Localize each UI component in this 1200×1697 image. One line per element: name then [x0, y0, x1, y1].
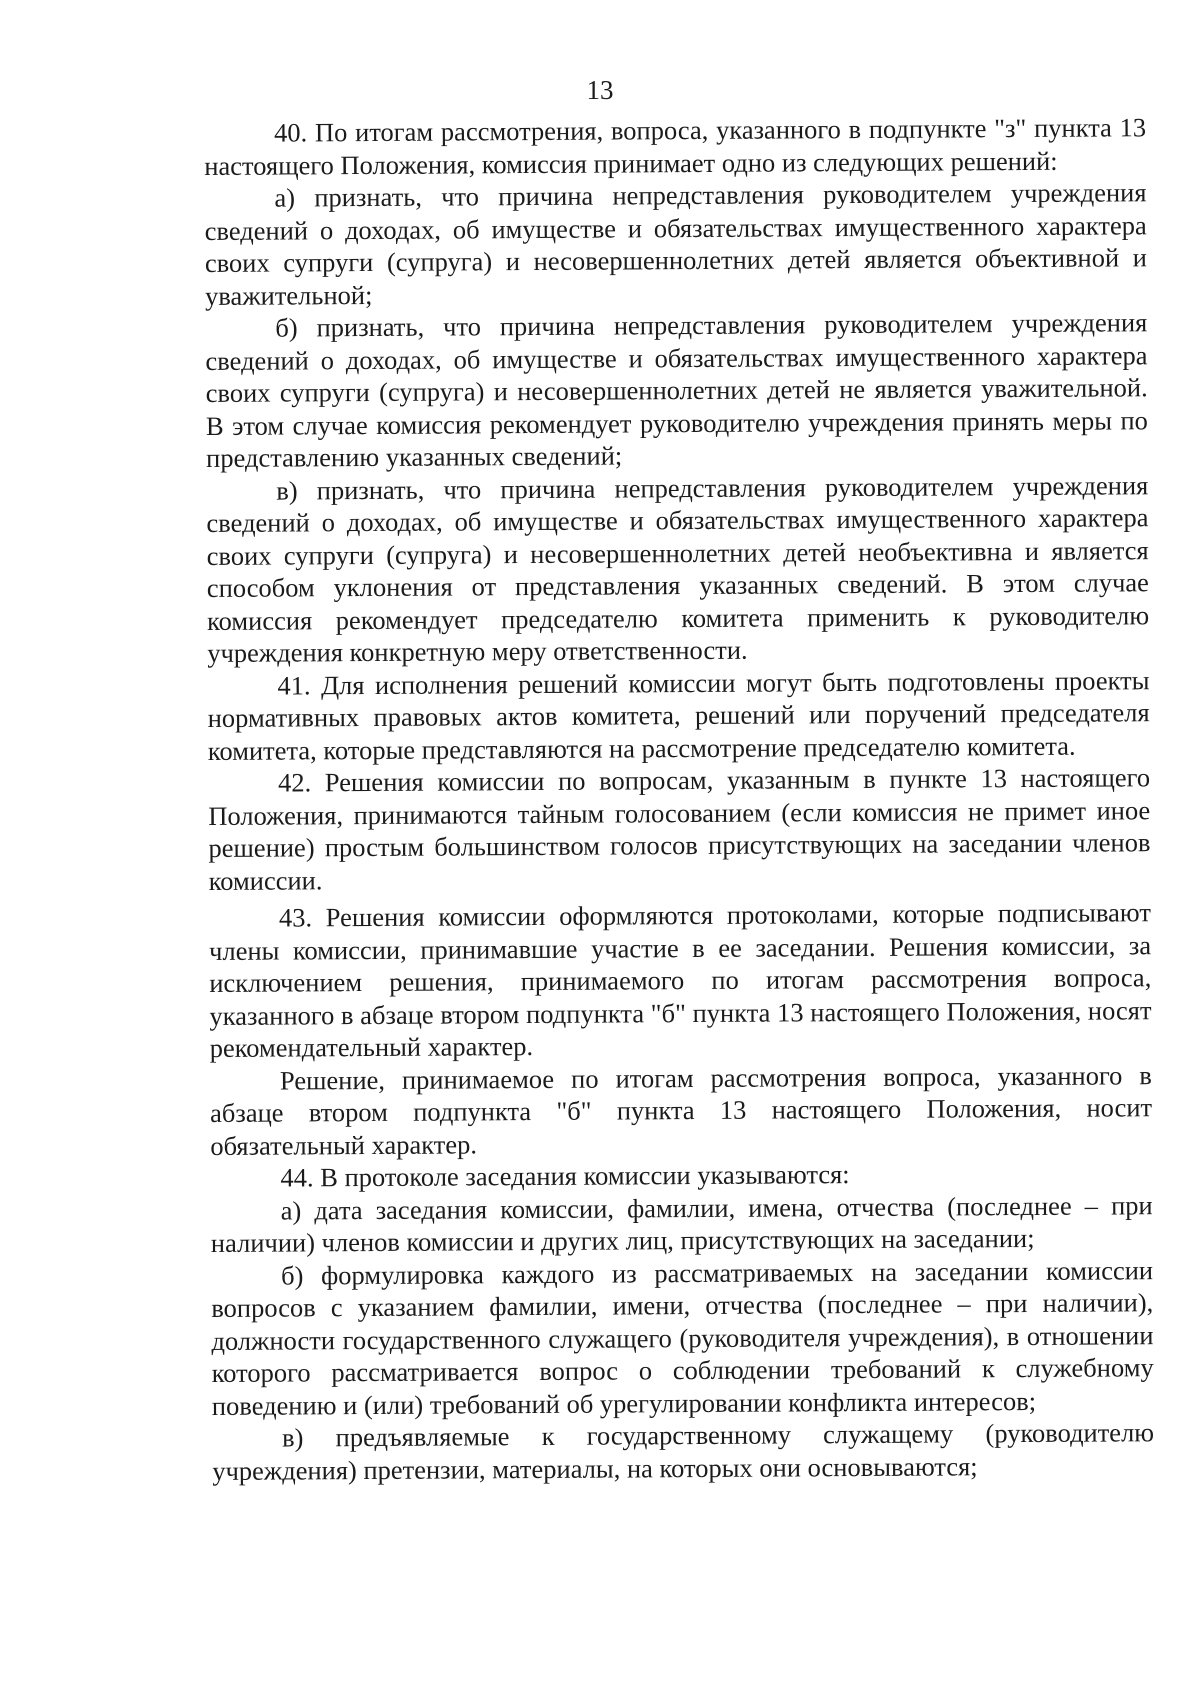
paragraph-40-a: а) признать, что причина непредставления руководителем учреждения сведений о доходах, об имуществе и обязательствах имущественного характера своих супруги (супруга) и несовершеннолетних детей является объективной и уважительной; — [204, 177, 1147, 311]
paragraph-42: 42. Решения комиссии по вопросам, указанным в пункте 13 настоящего Положения, принимаются тайным голосованием (если комиссия не примет иное решение) простым большинством голосов присутствующих на заседании членов комиссии. — [208, 762, 1151, 896]
paragraph-40-v: в) признать, что причина непредставления руководителем учреждения сведений о доходах, об имуществе и обязательствах имущественного характера своих супруги (супруга) и несовершеннолетних детей необъективна и является способом уклонения от представления указанных сведений. В этом случае комиссия рекомендует председателю комитета применить к руководителю учреждения конкретную меру ответственности. — [206, 469, 1150, 668]
document-body — [204, 111, 1154, 1487]
paragraph-43-decision: Решение, принимаемое по итогам рассмотрения вопроса, указанного в абзаце втором подпункта "б" пункта 13 настоящего Положения, носит обязательный характер. — [209, 1059, 1153, 1161]
paragraph-44-b: б) формулировка каждого из рассматриваемых на заседании комиссии вопросов с указанием фамилии, имени, отчества (последнее – при наличии), должности государственного служащего (руководителя учреждения), в отношении которого рассматривается вопрос о соблюдении требований к служебному поведению и (или) требований об урегулировании конфликта интересов; — [211, 1254, 1154, 1421]
page-number: 13 — [586, 75, 614, 105]
paragraph-44: 44. В протоколе заседания комиссии указываются: — [280, 1159, 850, 1193]
paragraph-44-v: в) предъявляемые к государственному служащему (руководителю учреждения) претензии, материалы, на которых они основываются; — [212, 1417, 1155, 1486]
paragraph-40-b: б) признать, что причина непредставления руководителем учреждения сведений о доходах, об имуществе и обязательствах имущественного характера своих супруги (супруга) и несовершеннолетних детей не является уважительной. В этом случае комиссия рекомендует руководителю учреждения принять меры по представлению указанных сведений; — [205, 307, 1148, 473]
paragraph-43: 43. Решения комиссии оформляются протоколами, которые подписывают члены комиссии, принимавшие участие в ее заседании. Решения комиссии, за исключением решения, принимаемого по итогам рассмотрения вопроса, указанного в абзаце втором подпункта "б" пункта 13 настоящего Положения, носят рекомендательный характер. — [208, 897, 1152, 1063]
paragraph-44-a: а) дата заседания комиссии, фамилии, имена, отчества (последнее – при наличии) членов комиссии и других лиц, присутствующих на заседании; — [210, 1189, 1153, 1258]
paragraph-41: 41. Для исполнения решений комиссии могут быть подготовлены проекты нормативных правовых актов комитета, решений или поручений председателя комитета, которые представляются на рассмотрение председателю комитета. — [207, 664, 1150, 766]
paragraph-40: 40. По итогам рассмотрения, вопроса, указанного в подпункте "з" пункта 13 настоящего Положения, комиссия принимает одно из следующих решений: — [204, 112, 1147, 181]
